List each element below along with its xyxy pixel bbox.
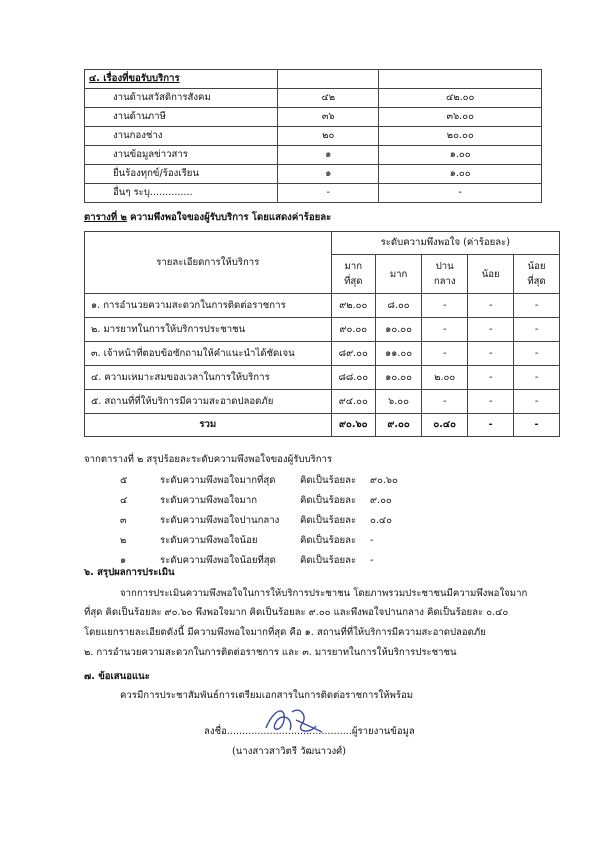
- summary-desc: ระดับความพึงพอใจปานกลาง: [160, 515, 280, 526]
- section6-line: ที่สุด คิดเป็นร้อยละ ๙๐.๖๐ พึงพอใจมาก คิดเป็นร้อยละ ๙.๐๐ และพึงพอใจปานกลาง คิดเป็นร้อยละ ๐.๔๐: [84, 607, 509, 618]
- value-cell: ๑๐.๐๐: [375, 366, 421, 390]
- value-cell: ๘๘.๐๐: [331, 366, 375, 390]
- summary-score: ๑: [120, 555, 127, 566]
- value-cell: -: [514, 390, 560, 414]
- value-cell: ๑๐.๐๐: [375, 318, 421, 342]
- table-row: [85, 294, 560, 318]
- level-header: มาก ที่สุด: [331, 255, 375, 294]
- summary-calc: คิดเป็นร้อยละ: [300, 515, 357, 526]
- column-header-item: รายละเอียดการให้บริการ: [85, 232, 332, 294]
- level-header: มาก: [375, 255, 421, 294]
- total-row: รวม ๙๐.๖๐ ๙.๐๐ ๐.๔๐ - -: [85, 414, 560, 437]
- table-row: [85, 127, 542, 146]
- level-header: ปาน กลาง: [422, 255, 468, 294]
- table2-caption: ตารางที่ ๒ ความพึงพอใจของผู้รับบริการ โดยแสดงค่าร้อยละ: [84, 212, 332, 223]
- table-row: [85, 318, 560, 342]
- summary-calc: คิดเป็นร้อยละ: [300, 535, 357, 546]
- value-cell: -: [468, 318, 514, 342]
- table-row: [85, 108, 542, 127]
- table-row: [85, 70, 542, 89]
- table-cell: -: [379, 184, 542, 203]
- summary-val: -: [370, 535, 374, 546]
- satisfaction-table: [84, 231, 560, 437]
- summary-desc: ระดับความพึงพอใจมาก: [160, 495, 258, 506]
- section6-line: โดยแยกรายละเอียดดังนี้ มีความพึงพอใจมากที่สุด คือ ๑. สถานที่ที่ให้บริการมีความสะอาดปลอดภัย: [84, 627, 486, 638]
- item-cell: ๓. เจ้าหน้าที่ตอบข้อซักถามให้คำแนะนำได้ชัดเจน: [85, 342, 332, 366]
- table-cell: งานข้อมูลข่าวสาร: [85, 146, 278, 165]
- table-cell: งานกองช่าง: [85, 127, 278, 146]
- table-cell: -: [278, 184, 379, 203]
- summary-val: ๙๐.๖๐: [370, 475, 398, 486]
- table-cell: ๑.๐๐: [379, 165, 542, 184]
- level-header: น้อย: [468, 255, 514, 294]
- table-cell: อื่นๆ ระบุ..............: [85, 184, 278, 203]
- section6-line: จากการประเมินความพึงพอใจในการให้บริการประชาชน โดยภาพรวมประชาชนมีความพึงพอใจมาก: [120, 588, 528, 599]
- value-cell: -: [514, 342, 560, 366]
- item-cell: ๑. การอำนวยความสะดวกในการติดต่อราชการ: [85, 294, 332, 318]
- table-row: [85, 366, 560, 390]
- table-row: [85, 390, 560, 414]
- value-cell: -: [422, 294, 468, 318]
- value-cell: -: [422, 342, 468, 366]
- table-row: [85, 89, 542, 108]
- value-cell: -: [468, 294, 514, 318]
- table-cell: ๑.๐๐: [379, 146, 542, 165]
- value-cell: -: [514, 366, 560, 390]
- handwritten-signature: [256, 698, 336, 738]
- service-request-table: [84, 69, 542, 203]
- summary-score: ๓: [120, 515, 127, 526]
- total-label: รวม: [85, 414, 332, 437]
- value-cell: ๑๑.๐๐: [375, 342, 421, 366]
- summary-score: ๒: [120, 535, 127, 546]
- table-row: [85, 342, 560, 366]
- section7-title: ๗. ข้อเสนอแนะ: [84, 671, 150, 682]
- value-cell: ๘๙.๐๐: [331, 342, 375, 366]
- value-cell: ๒.๐๐: [422, 366, 468, 390]
- signer-name: (นางสาวสาวิตรี วัฒนาวงศ์): [232, 746, 346, 757]
- summary-intro: จากตารางที่ ๒ สรุปร้อยละระดับความพึงพอใจของผู้รับบริการ: [84, 454, 333, 465]
- summary-calc: คิดเป็นร้อยละ: [300, 555, 357, 566]
- level-header: น้อย ที่สุด: [514, 255, 560, 294]
- section6-title: ๖. สรุปผลการประเมิน: [84, 567, 175, 578]
- table-row: [85, 165, 542, 184]
- item-cell: ๕. สถานที่ที่ให้บริการมีความสะอาดปลอดภัย: [85, 390, 332, 414]
- table-cell: ๓๖.๐๐: [379, 108, 542, 127]
- value-cell: ๘.๐๐: [375, 294, 421, 318]
- summary-score: ๔: [120, 495, 128, 506]
- table-row: [85, 146, 542, 165]
- value-cell: -: [422, 318, 468, 342]
- summary-desc: ระดับความพึงพอใจน้อย: [160, 535, 258, 546]
- section6-line: ๒. การอำนวยความสะดวกในการติดต่อราชการ และ ๓. มารยาทในการให้บริการประชาชน: [84, 647, 457, 658]
- table-cell: ๔๒.๐๐: [379, 89, 542, 108]
- summary-desc: ระดับความพึงพอใจน้อยที่สุด: [160, 555, 276, 566]
- value-cell: -: [514, 318, 560, 342]
- value-cell: ๙๔.๐๐: [331, 390, 375, 414]
- table-cell: ยื่นร้องทุกข์/ร้องเรียน: [85, 165, 278, 184]
- summary-score: ๕: [120, 475, 128, 486]
- section7-line: ควรมีการประชาสัมพันธ์การเตรียมเอกสารในการติดต่อราชการให้พร้อม: [120, 690, 414, 701]
- value-cell: -: [514, 294, 560, 318]
- value-cell: ๙๒.๐๐: [331, 294, 375, 318]
- summary-calc: คิดเป็นร้อยละ: [300, 475, 357, 486]
- value-cell: -: [468, 366, 514, 390]
- table-cell: ๒๐: [278, 127, 379, 146]
- summary-val: ๙.๐๐: [370, 495, 392, 506]
- summary-calc: คิดเป็นร้อยละ: [300, 495, 357, 506]
- summary-val: -: [370, 555, 374, 566]
- table-cell: งานด้านภาษี: [85, 108, 278, 127]
- item-cell: ๒. มารยาทในการให้บริการประชาชน: [85, 318, 332, 342]
- table-cell: ๒๐.๐๐: [379, 127, 542, 146]
- table-cell: งานด้านสวัสดิการสังคม: [85, 89, 278, 108]
- summary-desc: ระดับความพึงพอใจมากที่สุด: [160, 475, 276, 486]
- value-cell: ๖.๐๐: [375, 390, 421, 414]
- table-row: [85, 184, 542, 203]
- signature-line: ลงชื่อ.........................................ผู้รายงานข้อมูล: [204, 726, 415, 737]
- table-cell: ๑: [278, 165, 379, 184]
- item-cell: ๔. ความเหมาะสมของเวลาในการให้บริการ: [85, 366, 332, 390]
- column-header-group: ระดับความพึงพอใจ (ค่าร้อยละ): [331, 232, 559, 255]
- value-cell: -: [468, 390, 514, 414]
- table-cell: ๓๖: [278, 108, 379, 127]
- summary-val: ๐.๔๐: [370, 515, 393, 526]
- value-cell: -: [422, 390, 468, 414]
- value-cell: -: [468, 342, 514, 366]
- table-cell: ๔๒: [278, 89, 379, 108]
- table-cell: ๑: [278, 146, 379, 165]
- table-header: ๔. เรื่องที่ขอรับบริการ: [85, 70, 278, 89]
- value-cell: ๙๐.๐๐: [331, 318, 375, 342]
